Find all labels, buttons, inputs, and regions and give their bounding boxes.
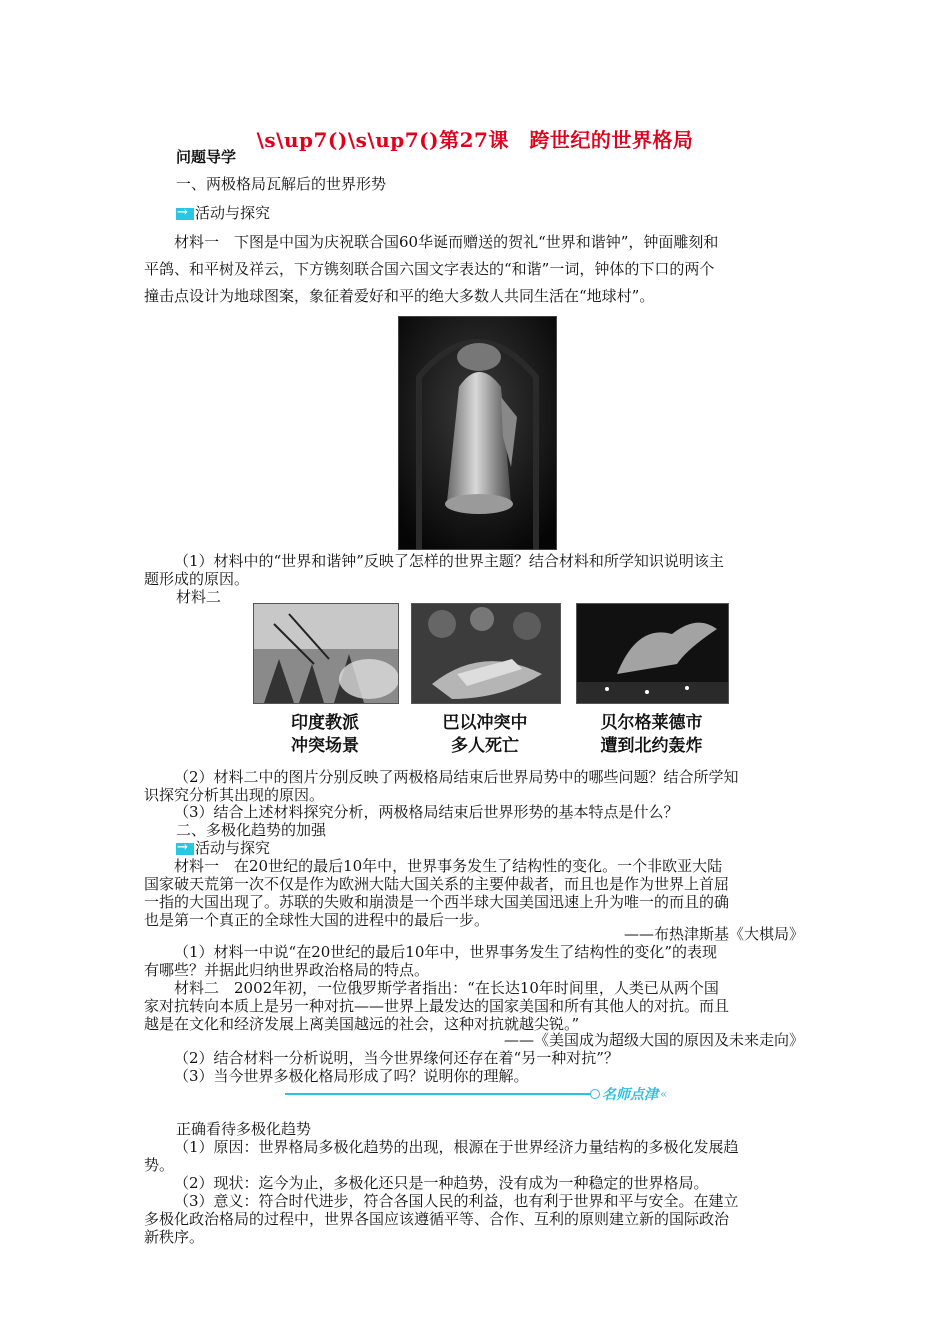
part2-q3: （3）当今世界多极化格局形成了吗？说明你的理解。 <box>174 1067 529 1085</box>
part2-m2-source: ——《美国成为超级大国的原因及未来走向》 <box>503 1031 804 1049</box>
badge <box>590 1084 667 1104</box>
part2-q2: （2）结合材料一分析说明，当今世界缘何还存在着“另一种对抗”？ <box>174 1049 619 1067</box>
page-title: \s\up7()\s\up7()第27课 跨世纪的世界格局 <box>256 128 694 152</box>
section-divider <box>285 1093 591 1095</box>
part2-m2-line1: 材料二 2002年初，一位俄罗斯学者指出：“在长达10年时间里，人类已从两个国 <box>174 979 719 997</box>
part2-m1-line3: 一指的大国出现了。苏联的失败和崩溃是一个西半球大国美国迅速上升为唯一的而且的确 <box>144 893 730 911</box>
caption-3 <box>576 712 727 758</box>
tips-t2: （2）现状：迄今为止，多极化还只是一种趋势，没有成为一种稳定的世界格局。 <box>174 1174 709 1192</box>
part1-q1-line1: （1）材料中的“世界和谐钟”反映了怎样的世界主题？结合材料和所学知识说明该主 <box>174 552 724 570</box>
bell-icon <box>399 317 556 549</box>
caption-2-line2: 多人死亡 <box>451 736 519 756</box>
part2-m1-line2: 国家破天荒第一次不仅是作为欧洲大陆大国关系的主要仲裁者，而且也是作为世界上首屈 <box>144 875 730 893</box>
photo-israel-palestine <box>411 603 561 704</box>
part2-m2-line3: 越是在文化和经济发展上离美国越远的社会，这种对抗就越尖锐。” <box>144 1015 580 1033</box>
part1-m1-line2: 平鸽、和平树及祥云，下方镌刻联合国六国文字表达的“和谐”一词，钟体的下口的两个 <box>144 260 715 278</box>
part1-m1-line1: 材料一 下图是中国为庆祝联合国60华诞而赠送的贺礼“世界和谐钟”，钟面雕刻和 <box>174 233 719 251</box>
tips-t1-line1: （1）原因：世界格局多极化趋势的出现，根源在于世界经济力量结构的多极化发展趋 <box>174 1138 739 1156</box>
activity-label: 活动与探究 <box>195 839 271 857</box>
section-guide: 问题导学 <box>176 148 237 166</box>
part2-heading: 二、多极化趋势的加强 <box>176 821 327 839</box>
part2-m1-source: ——布热津斯基《大棋局》 <box>623 925 804 943</box>
part1-m1-line3: 撞击点设计为地球图案，象征着爱好和平的绝大多数人共同生活在“地球村”。 <box>144 287 655 305</box>
caption-2-line1: 巴以冲突中 <box>442 713 528 733</box>
arrow-icon: → <box>176 208 194 220</box>
activity-label: 活动与探究 <box>195 204 271 222</box>
part2-q1-line2: 有哪些？并据此归纳世界政治格局的特点。 <box>144 961 430 979</box>
arrow-icon: → <box>176 843 194 855</box>
caption-2 <box>411 712 559 758</box>
caption-1-line1: 印度教派 <box>291 713 359 733</box>
part1-q3: （3）结合上述材料探究分析，两极格局结束后世界形势的基本特点是什么？ <box>174 803 679 821</box>
part1-activity <box>176 200 270 227</box>
photo-belgrade-bombing <box>576 603 729 704</box>
tips-t1-line2: 势。 <box>144 1156 175 1174</box>
part2-q1-line1: （1）材料一中说“在20世纪的最后10年中，世界事务发生了结构性的变化”的表现 <box>174 943 718 961</box>
part1-m2-label: 材料二 <box>176 588 222 606</box>
bell-photo <box>398 316 557 550</box>
tips-t3-line1: （3）意义：符合时代进步，符合各国人民的利益，也有利于世界和平与安全。在建立 <box>174 1192 739 1210</box>
feather-icon: « <box>660 1087 668 1101</box>
part2-m2-line2: 家对抗转向本质上是另一种对抗——世界上最发达的国家美国和所有其他人的对抗。而且 <box>144 997 730 1015</box>
caption-3-line1: 贝尔格莱德市 <box>600 713 703 733</box>
part1-q2-line1: （2）材料二中的图片分别反映了两极格局结束后世界局势中的哪些问题？结合所学知 <box>174 768 739 786</box>
part2-activity <box>176 839 270 858</box>
part2-m1-line4: 也是第一个真正的全球性大国的进程中的最后一步。 <box>144 911 490 929</box>
caption-1 <box>253 712 397 758</box>
part1-q1-line2: 题形成的原因。 <box>144 570 250 588</box>
circle-icon <box>590 1089 600 1099</box>
part1-q2-line2: 识探究分析其出现的原因。 <box>144 786 325 804</box>
photo-india-conflict <box>253 603 399 704</box>
part2-m1-line1: 材料一 在20世纪的最后10年中，世界事务发生了结构性的变化。一个非欧亚大陆 <box>174 857 723 875</box>
tips-heading: 正确看待多极化趋势 <box>176 1120 312 1138</box>
badge-label: 名师点津 <box>602 1087 658 1103</box>
caption-3-line2: 遭到北约轰炸 <box>600 736 703 756</box>
part1-heading: 一、两极格局瓦解后的世界形势 <box>176 175 387 193</box>
tips-t3-line2: 多极化政治格局的过程中，世界各国应该遵循平等、合作、互利的原则建立新的国际政治 <box>144 1210 730 1228</box>
tips-t3-line3: 新秩序。 <box>144 1228 205 1246</box>
caption-1-line2: 冲突场景 <box>291 736 359 756</box>
